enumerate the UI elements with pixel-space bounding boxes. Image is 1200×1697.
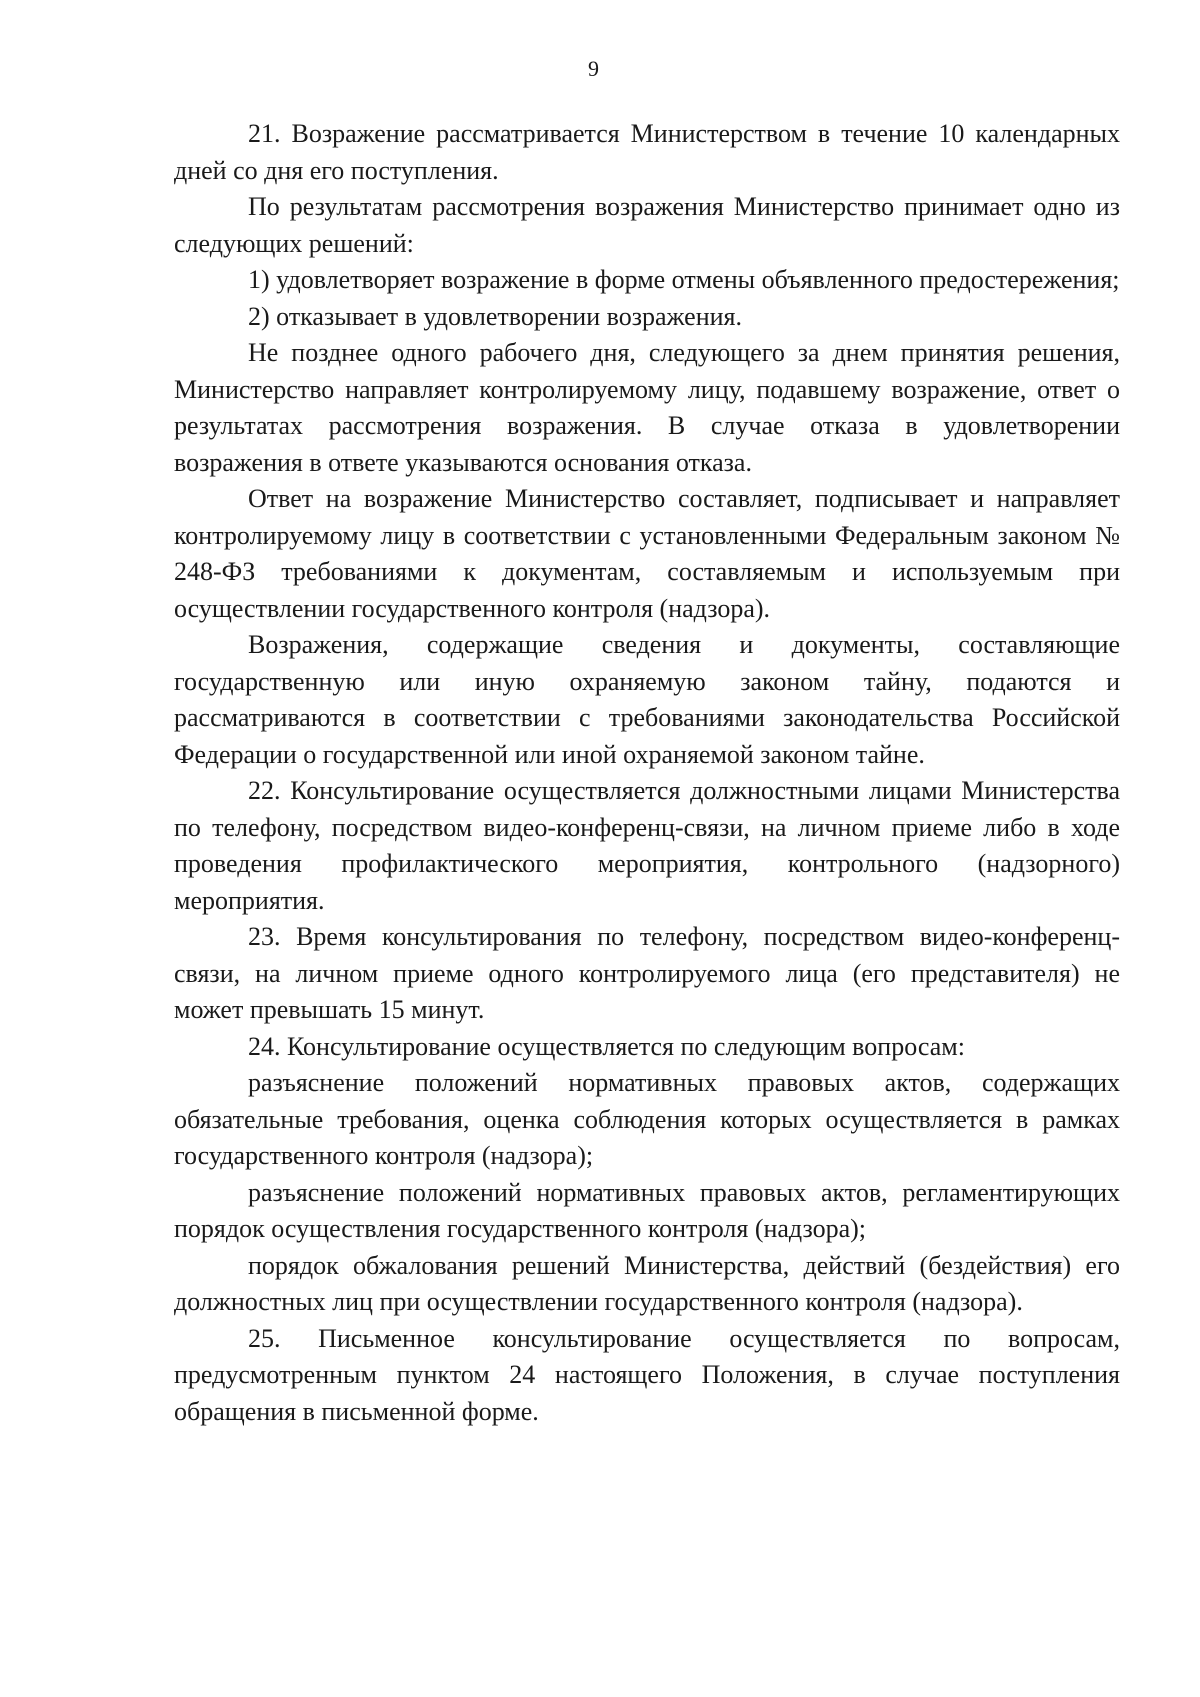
paragraph-response-requirements: Ответ на возражение Министерство составляет, подписывает и направляет контролируемому лицу в соответствии с установленными Федеральным законом № 248-ФЗ требованиями к документам, составляемым и используемым при осуществлении государственного контроля (надзора). <box>174 484 1120 623</box>
paragraph-25-written-consulting: 25. Письменное консультирование осуществляется по вопросам, предусмотренным пунктом 24 настоящего Положения, в случае поступления обращения в письменной форме. <box>174 1323 1120 1426</box>
paragraph-21-objection-review: 21. Возражение рассматривается Министерством в течение 10 календарных дней со дня его поступления. <box>174 119 1120 185</box>
paragraph-decision-1: 1) удовлетворяет возражение в форме отмены объявленного предостережения; <box>248 265 1120 294</box>
paragraph-24-consulting-topics: 24. Консультирование осуществляется по следующим вопросам: <box>248 1031 965 1061</box>
paragraph-topic-requirements: разъяснение положений нормативных правовых актов, содержащих обязательные требования, оценка соблюдения которых осуществляется в рамках государственного контроля (надзора); <box>174 1068 1120 1170</box>
paragraph-22-consulting: 22. Консультирование осуществляется должностными лицами Министерства по телефону, посредством видео-конференц-связи, на личном приеме либо в ходе проведения профилактического мероприятия, контрольного (надзорного) мероприятия. <box>174 776 1120 915</box>
paragraph-topic-appeals: порядок обжалования решений Министерства, действий (бездействия) его должностных лиц при осуществлении государственного контроля (надзора). <box>174 1250 1120 1316</box>
document-body <box>174 116 1120 1430</box>
paragraph-topic-procedure: разъяснение положений нормативных правовых актов, регламентирующих порядок осуществления государственного контроля (надзора); <box>174 1177 1120 1243</box>
paragraph-decision-2: 2) отказывает в удовлетворении возражения. <box>248 301 742 331</box>
paragraph-response-deadline: Не позднее одного рабочего дня, следующего за днем принятия решения, Министерство направляет контролируемому лицу, подавшему возражение, ответ о результатах рассмотрения возражения. В случае отказа в удовлетворении возражения в ответе указываются основания отказа. <box>174 338 1120 477</box>
paragraph-review-results: По результатам рассмотрения возражения Министерство принимает одно из следующих решений: <box>174 192 1120 258</box>
paragraph-secret-objections: Возражения, содержащие сведения и документы, составляющие государственную или иную охраняемую законом тайну, подаются и рассматриваются в соответствии с требованиями законодательства Российской Федерации о государственной или иной охраняемой законом тайне. <box>174 630 1120 769</box>
page-number: 9 <box>588 56 599 81</box>
paragraph-23-consulting-time: 23. Время консультирования по телефону, посредством видео-конференц-связи, на личном приеме одного контролируемого лица (его представителя) не может превышать 15 минут. <box>174 922 1120 1024</box>
